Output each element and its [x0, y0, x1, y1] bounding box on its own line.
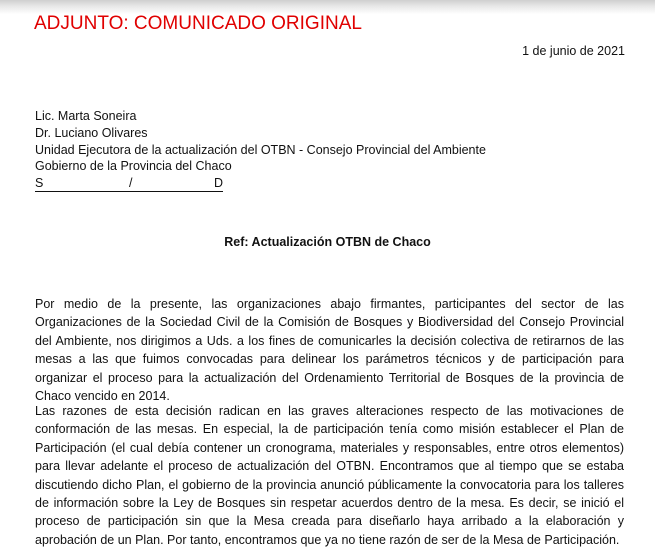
- attachment-heading: ADJUNTO: COMUNICADO ORIGINAL: [34, 13, 362, 34]
- reference-line: Ref: Actualización OTBN de Chaco: [224, 235, 431, 249]
- addressee-line: Lic. Marta Soneira: [35, 109, 137, 123]
- sd-middle: /: [129, 176, 133, 191]
- addressee-line: Gobierno de la Provincia del Chaco: [35, 159, 232, 174]
- sd-right: D: [213, 176, 223, 191]
- addressee-block: [35, 108, 486, 192]
- salutation-sd-line: [35, 175, 223, 192]
- body-paragraph: Las razones de esta decisión radican en las graves alteraciones respecto de las motivaciones de conformación de las mesas. En especial, la de participación tenía como misión establecer el Plan de Participación (el cual debía contener un cronograma, materiales y responsables, entre otros elementos) para llevar adelante el proceso de actualización del OTBN. Encontramos que al tiempo que se estaba discutiendo dicho Plan, el gobierno de la provincia anunció públicamente la convocatoria para los talleres de información sobre la Ley de Bosques sin respetar acuerdos dentro de la mesa. Es decir, se inició el proceso de participación sin que la Mesa creada para diseñarlo haya arribado a la elaboración y aprobación de un Plan. Por tanto, encontramos que ya no tiene razón de ser de la Mesa de Participación.: [35, 404, 624, 547]
- sd-left: S: [35, 176, 44, 191]
- top-shadow: [0, 0, 655, 14]
- addressee-line: Dr. Luciano Olivares: [35, 125, 148, 140]
- addressee-line: Unidad Ejecutora de la actualización del OTBN - Consejo Provincial del Ambiente: [35, 142, 486, 157]
- letter-date: 1 de junio de 2021: [522, 44, 625, 58]
- body-paragraph: Por medio de la presente, las organizaciones abajo firmantes, participantes del sector de las Organizaciones de la Sociedad Civil de la Comisión de Bosques y Biodiversidad del Consejo Provincial del Ambiente, nos dirigimos a Uds. a los fines de comunicarles la decisión colectiva de retirarnos de las mesas a las que fuimos convocadas para delinear los parámetros técnicos y de participación para organizar el proceso para la actualización del Ordenamiento Territorial de Bosques de la provincia de Chaco vencido en 2014.: [35, 297, 624, 404]
